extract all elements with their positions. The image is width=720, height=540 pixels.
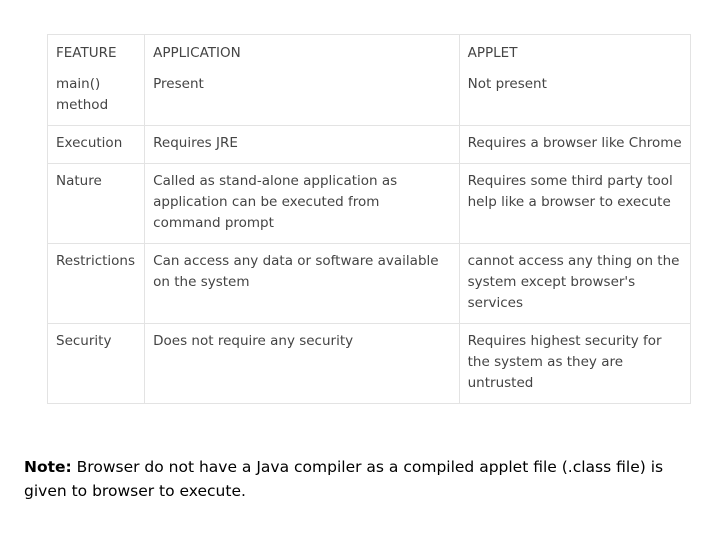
feature-cell: Security <box>48 324 145 404</box>
comparison-table <box>47 34 691 404</box>
note-label: Note: <box>24 458 72 476</box>
feature-cell: Execution <box>48 126 145 164</box>
feature-text: main() method <box>56 76 109 113</box>
feature-cell <box>48 72 145 126</box>
table-row <box>48 126 691 164</box>
application-cell: Can access any data or software available on the system <box>145 244 459 324</box>
applet-cell: Requires a browser like Chrome <box>459 126 690 164</box>
applet-cell: Requires highest security for the system as they are untrusted <box>459 324 690 404</box>
table-row <box>48 72 691 126</box>
table-row <box>48 164 691 244</box>
table-row <box>48 324 691 404</box>
application-cell: Called as stand-alone application as application can be executed from command prompt <box>145 164 459 244</box>
feature-cell: Restrictions <box>48 244 145 324</box>
header-applet: APPLET <box>459 35 690 73</box>
header-application: APPLICATION <box>145 35 459 73</box>
applet-cell: cannot access any thing on the system except browser's services <box>459 244 690 324</box>
applet-cell: Not present <box>459 72 690 126</box>
feature-cell: Nature <box>48 164 145 244</box>
application-cell: Requires JRE <box>145 126 459 164</box>
note-paragraph <box>24 455 704 503</box>
applet-cell: Requires some third party tool help like a browser to execute <box>459 164 690 244</box>
header-feature: FEATURE <box>48 35 145 73</box>
table-header-row <box>48 35 691 73</box>
application-cell: Does not require any security <box>145 324 459 404</box>
application-cell: Present <box>145 72 459 126</box>
note-text: Browser do not have a Java compiler as a compiled applet file (.class file) is given to browser to execute. <box>24 458 664 500</box>
table-row <box>48 244 691 324</box>
